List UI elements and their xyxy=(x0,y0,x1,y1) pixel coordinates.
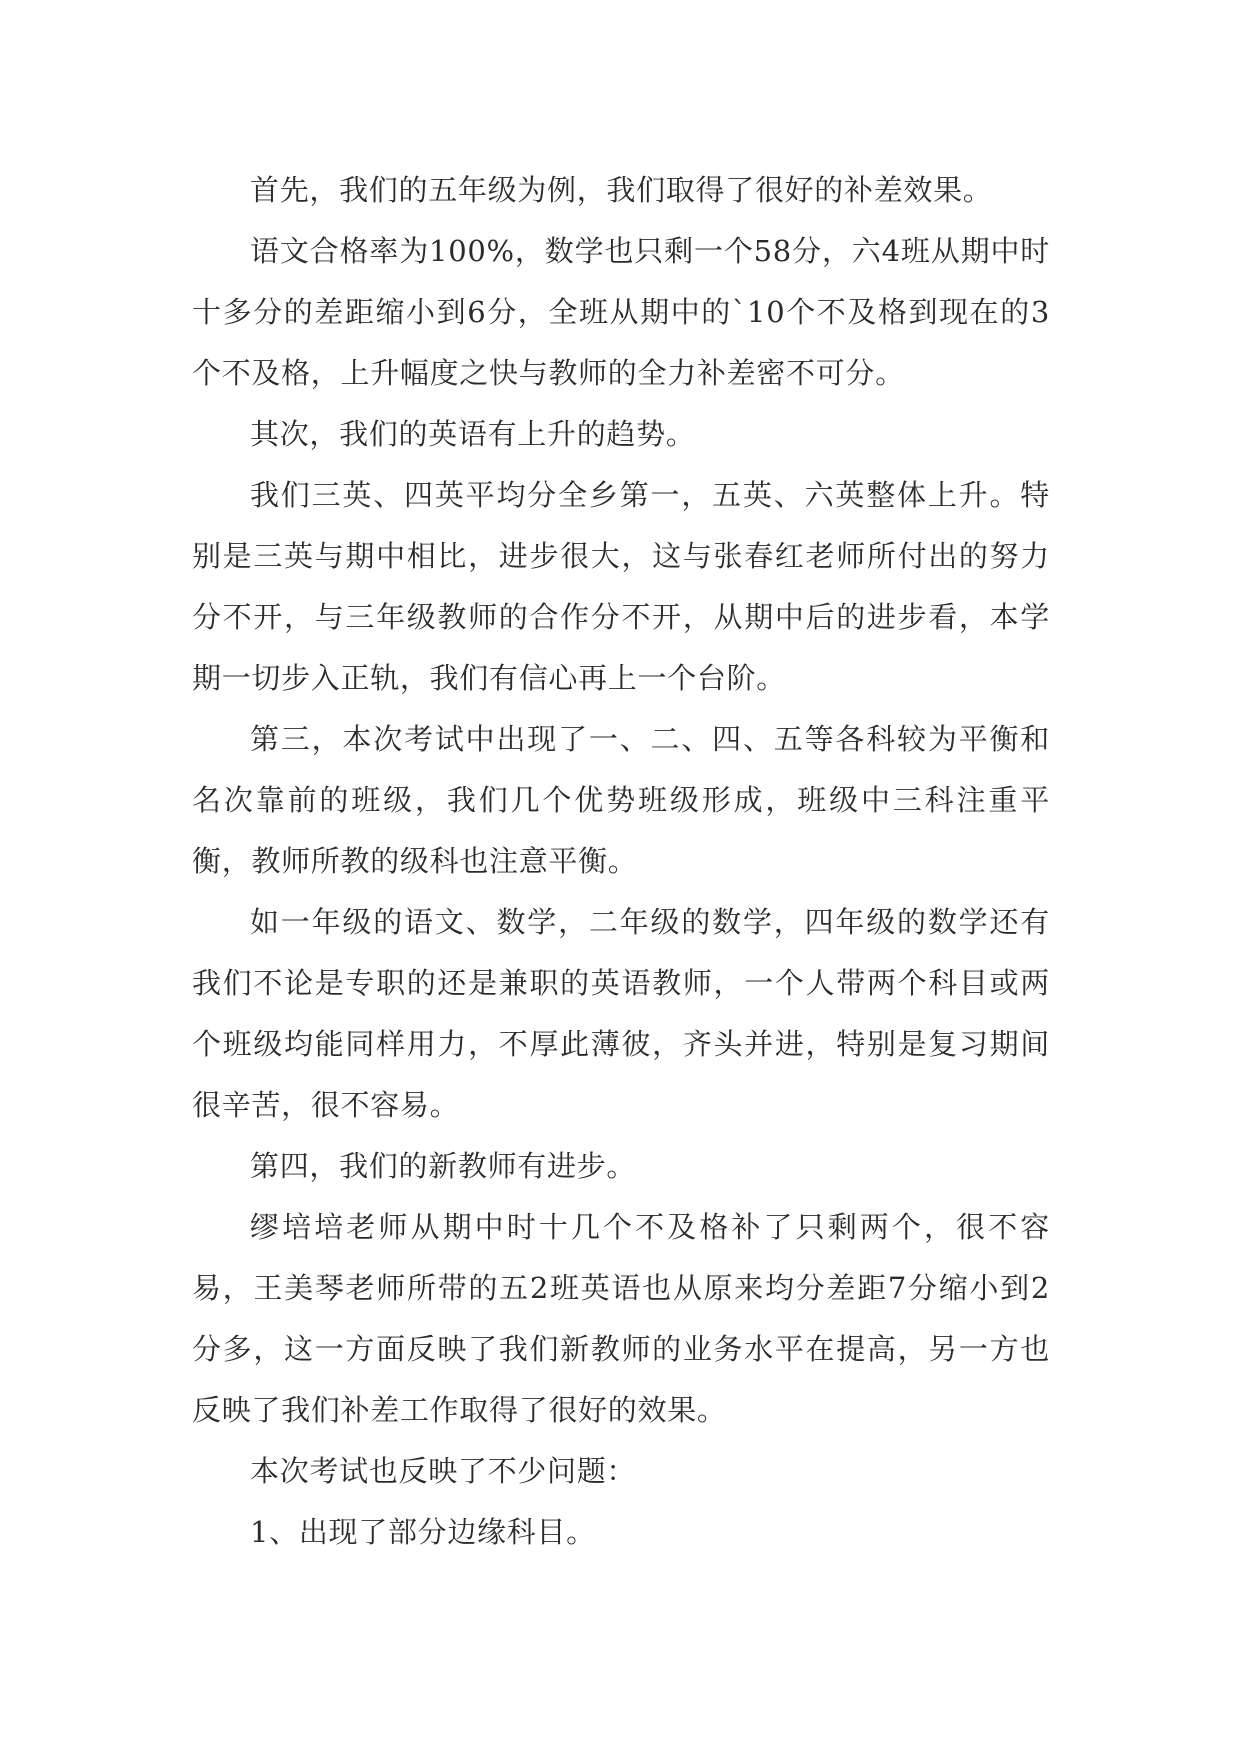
paragraph-problem-1: 1、出现了部分边缘科目。 xyxy=(250,1515,596,1549)
paragraph-fourth-point: 第四，我们的新教师有进步。 xyxy=(250,1149,637,1183)
paragraph-chinese-math-results: 语文合格率为100%，数学也只剩一个58分，六4班从期中时十多分的差距缩小到6分，全班从期中的`10个不及格到现在的3个不及格，上升幅度之快与教师的全力补差密不可分。 xyxy=(192,234,1050,390)
paragraph-english-details: 我们三英、四英平均分全乡第一，五英、六英整体上升。特别是三英与期中相比，进步很大，这与张春红老师所付出的努力分不开，与三年级教师的合作分不开，从期中后的进步看，本学期一切步入正轨，我们有信心再上一个台阶。 xyxy=(192,478,1050,695)
paragraph-fifth-grade-intro: 首先，我们的五年级为例，我们取得了很好的补差效果。 xyxy=(250,173,993,207)
paragraph-problems-intro: 本次考试也反映了不少问题： xyxy=(250,1454,637,1488)
paragraph-new-teachers: 缪培培老师从期中时十几个不及格补了只剩两个，很不容易，王美琴老师所带的五2班英语也从原来均分差距7分缩小到2分多，这一方面反映了我们新教师的业务水平在提高，另一方也反映了我们补差工作取得了很好的效果。 xyxy=(192,1210,1050,1427)
paragraph-balanced-examples: 如一年级的语文、数学，二年级的数学，四年级的数学还有我们不论是专职的还是兼职的英语教师，一个人带两个科目或两个班级均能同样用力，不厚此薄彼，齐头并进，特别是复习期间很辛苦，很不容易。 xyxy=(192,905,1050,1122)
paragraph-english-trend: 其次，我们的英语有上升的趋势。 xyxy=(250,417,696,451)
document-page xyxy=(192,160,1050,1563)
paragraph-third-point: 第三，本次考试中出现了一、二、四、五等各科较为平衡和名次靠前的班级，我们几个优势班级形成，班级中三科注重平衡，教师所教的级科也注意平衡。 xyxy=(192,722,1050,878)
